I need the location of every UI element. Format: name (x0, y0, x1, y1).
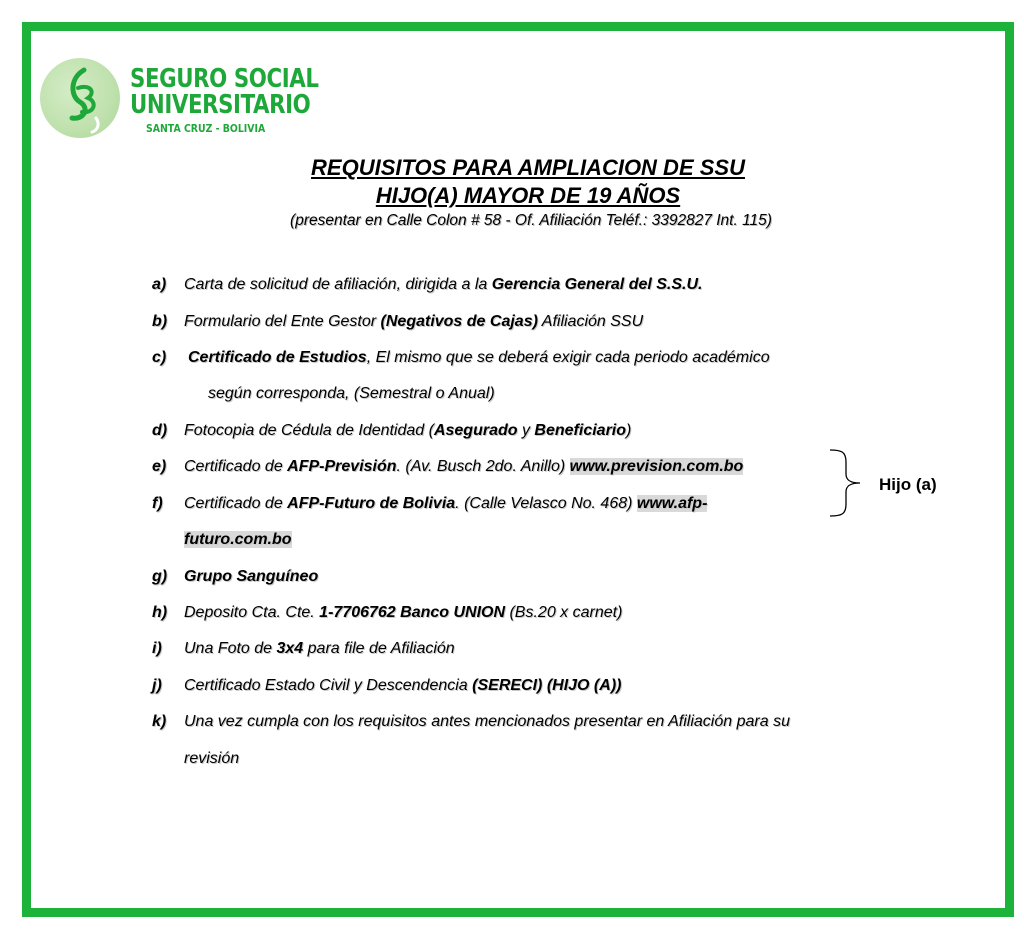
afp-futuro-link-continued[interactable]: futuro.com.bo (184, 531, 292, 548)
requirement-b-text2: Afiliación SSU (537, 313, 644, 330)
requirement-d-text2: y (517, 422, 535, 439)
requirement-k-continued: revisión (184, 750, 240, 767)
requirement-c-continued: según corresponda, (Semestral o Anual) (208, 385, 495, 402)
requirement-d (184, 422, 631, 440)
item-label-f: f) (152, 495, 163, 512)
requirement-a-text: Carta de solicitud de afiliación, dirigida a la (184, 276, 492, 293)
item-label-b: b) (152, 313, 168, 330)
prevision-link[interactable]: www.prevision.com.bo (569, 458, 744, 475)
requirement-k: Una vez cumpla con los requisitos antes mencionados presentar en Afiliación para su (184, 713, 790, 730)
requirement-d-bold1: Asegurado (433, 422, 518, 439)
requirement-b-bold: (Negativos de Cajas) (380, 313, 538, 330)
requirement-f-continued (184, 531, 292, 549)
item-label-c: c) (152, 349, 167, 366)
logo-text-line3: SANTA CRUZ - BOLIVIA (146, 122, 266, 135)
page-subtitle-title: HIJO(A) MAYOR DE 19 AÑOS (375, 183, 681, 208)
requirement-d-text: Fotocopia de Cédula de Identidad ( (184, 422, 434, 439)
requirement-f (184, 495, 707, 513)
requirement-e-bold: AFP-Previsión (287, 458, 397, 475)
requirement-i-bold: 3x4 (276, 640, 304, 657)
requirement-i-text: Una Foto de (184, 640, 277, 657)
item-label-g: g) (152, 568, 168, 585)
item-label-a: a) (152, 276, 167, 293)
item-label-i: i) (152, 640, 162, 657)
requirement-b-text: Formulario del Ente Gestor (184, 313, 381, 330)
requirement-g: Grupo Sanguíneo (184, 568, 319, 585)
requirement-i (184, 640, 455, 658)
requirement-h-text: Deposito Cta. Cte. (184, 604, 320, 621)
requirement-a (184, 276, 703, 294)
item-label-h: h) (152, 604, 168, 621)
page-title: REQUISITOS PARA AMPLIACION DE SSU (311, 155, 745, 180)
requirement-e-text: Certificado de (184, 458, 288, 475)
item-label-j: j) (152, 677, 162, 694)
logo-text-line2: UNIVERSITARIO (130, 90, 311, 120)
item-label-d: d) (152, 422, 168, 439)
requirement-j-bold: (SERECI) (HIJO (A)) (472, 677, 622, 694)
requirement-c (188, 349, 770, 367)
requirement-b (184, 313, 643, 331)
requirement-h-bold: 1-7706762 Banco UNION (319, 604, 506, 621)
requirement-e (184, 458, 743, 476)
requirement-h-text2: (Bs.20 x carnet) (505, 604, 623, 621)
logo-emblem-icon (40, 58, 120, 138)
requirement-j (184, 677, 621, 695)
requirement-h (184, 604, 622, 622)
requirement-e-text2: . (Av. Busch 2do. Anillo) (396, 458, 570, 475)
address-note: (presentar en Calle Colon # 58 - Of. Afiliación Teléf.: 3392827 Int. 115) (290, 212, 772, 229)
ssu-logo (40, 58, 319, 140)
hijo-label: Hijo (a) (879, 475, 937, 494)
requirement-c-bold: Certificado de Estudios (188, 349, 367, 366)
afp-futuro-link[interactable]: www.afp- (636, 495, 708, 512)
requirement-d-bold2: Beneficiario (534, 422, 627, 439)
requirement-c-text: , El mismo que se deberá exigir cada periodo académico (366, 349, 770, 366)
requirement-j-text: Certificado Estado Civil y Descendencia (184, 677, 473, 694)
item-label-k: k) (152, 713, 167, 730)
right-brace-icon (826, 448, 866, 518)
logo-text-line1: SEGURO SOCIAL (130, 64, 319, 94)
requirement-i-text2: para file de Afiliación (303, 640, 455, 657)
requirement-f-bold: AFP-Futuro de Bolivia (287, 495, 456, 512)
requirement-f-text2: . (Calle Velasco No. 468) (455, 495, 637, 512)
requirement-d-text3: ) (626, 422, 632, 439)
requirement-a-bold: Gerencia General del S.S.U. (491, 276, 703, 293)
requirement-f-text: Certificado de (184, 495, 288, 512)
item-label-e: e) (152, 458, 167, 475)
